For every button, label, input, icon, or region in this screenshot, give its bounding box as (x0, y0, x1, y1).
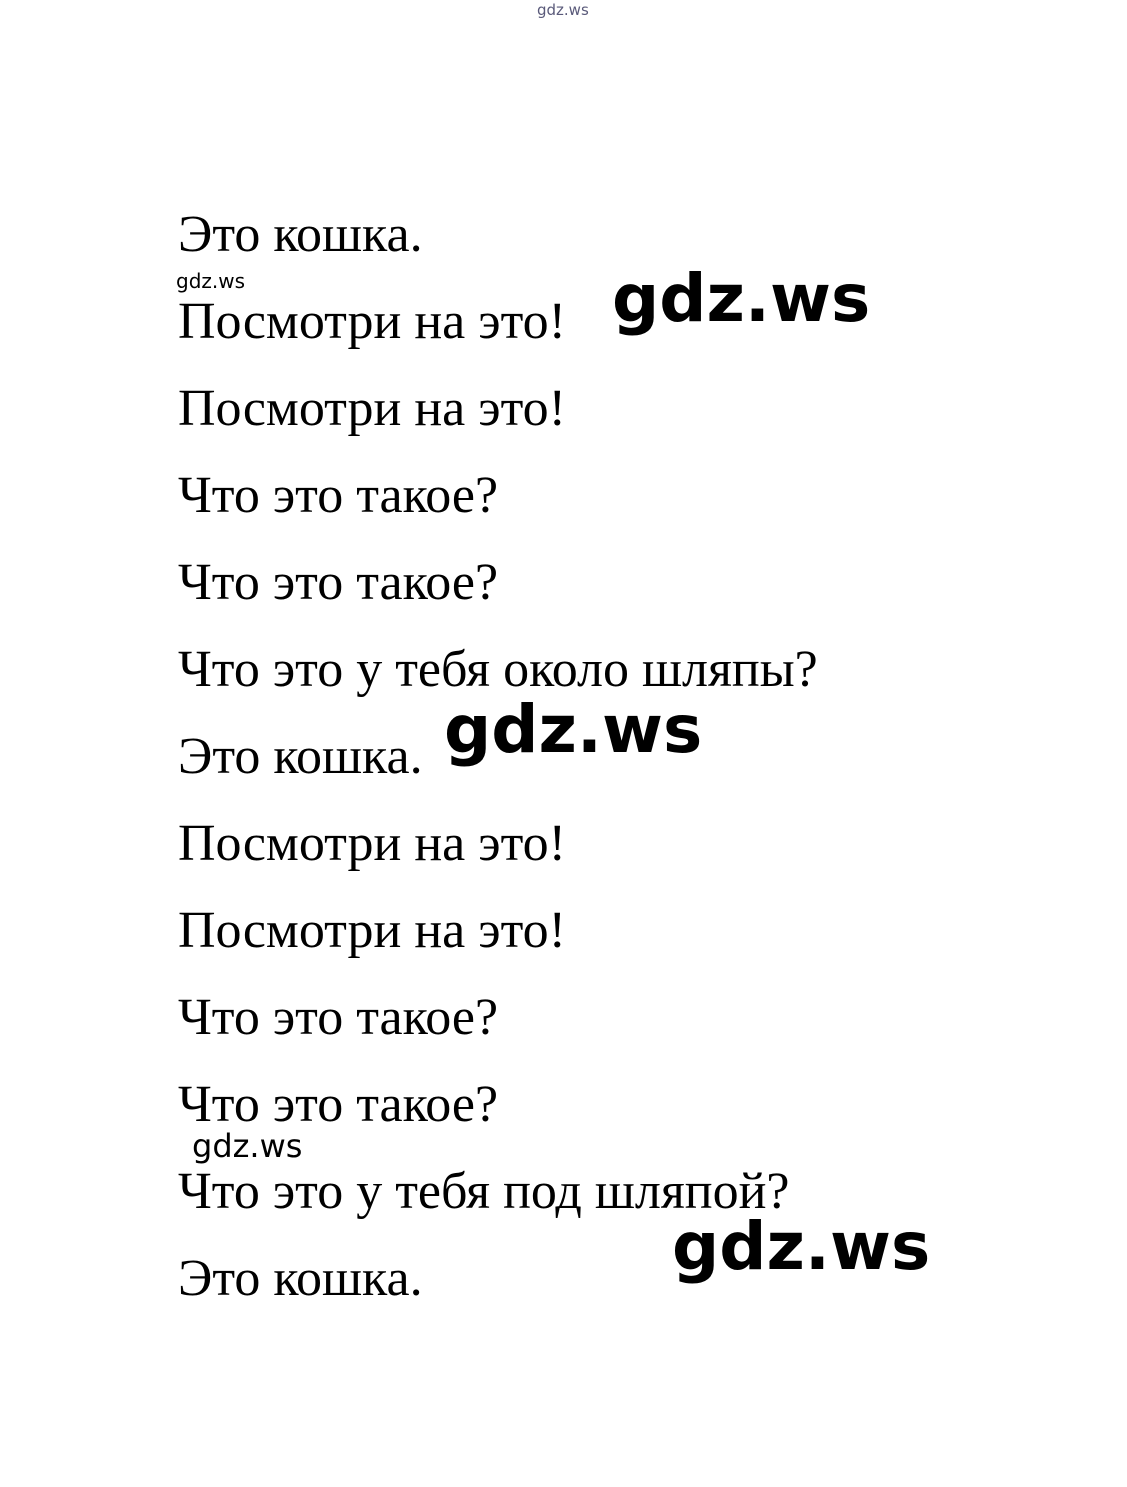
watermark-small-2: gdz.ws (192, 1127, 303, 1165)
watermark-top: gdz.ws (537, 1, 589, 19)
watermark-big-2: gdz.ws (444, 691, 703, 768)
text-line-10: Что это такое? (178, 989, 499, 1046)
text-line-3: Посмотри на это! (178, 380, 566, 437)
watermark-big-1: gdz.ws (612, 260, 871, 337)
text-line-7: Это кошка. (178, 728, 423, 785)
text-line-9: Посмотри на это! (178, 902, 566, 959)
text-line-8: Посмотри на это! (178, 815, 566, 872)
text-line-13: Это кошка. (178, 1250, 423, 1307)
watermark-big-3: gdz.ws (672, 1208, 931, 1285)
text-line-6: Что это у тебя около шляпы? (178, 641, 818, 698)
text-line-5: Что это такое? (178, 554, 499, 611)
text-line-12: Что это у тебя под шляпой? (178, 1163, 790, 1220)
text-line-4: Что это такое? (178, 467, 499, 524)
watermark-small-1: gdz.ws (176, 269, 246, 293)
text-line-2: Посмотри на это! (178, 293, 566, 350)
text-line-1: Это кошка. (178, 206, 423, 263)
text-line-11: Что это такое? (178, 1076, 499, 1133)
